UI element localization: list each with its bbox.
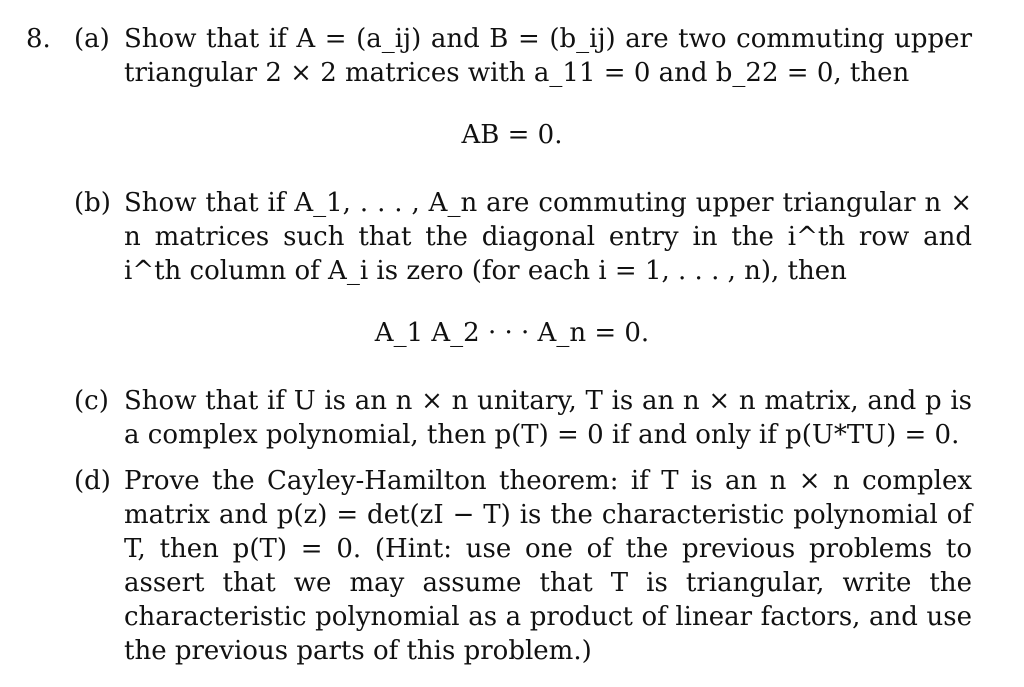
part-d-label: (d) — [74, 466, 111, 496]
part-d-text: Prove the Cayley-Hamilton theorem: if T is an n × n complex matrix and p(z) = det(zI − T) is the characteristic polynomial of T, then p(T) = 0. (Hint: use one of the previous problems to assert that we may assume that T is triangular, write the characteristic polynomial as a product of linear factors, and use the previous parts of this problem.) — [124, 466, 972, 666]
part-a — [74, 22, 972, 90]
part-a-text: Show that if A = (a_ij) and B = (b_ij) are two commuting upper triangular 2 × 2 matrices with a_11 = 0 and b_22 = 0, then — [124, 24, 972, 88]
part-b-label: (b) — [74, 188, 111, 218]
part-b-display-equation: A_1 A_2 · · · A_n = 0. — [374, 318, 650, 348]
part-b — [74, 186, 972, 288]
part-a-label: (a) — [74, 24, 110, 54]
part-c — [74, 384, 972, 452]
part-a-display-equation: AB = 0. — [461, 120, 563, 150]
part-c-text: Show that if U is an n × n unitary, T is an n × n matrix, and p is a complex polynomial, then p(T) = 0 if and only if p(U*TU) = 0. — [124, 386, 972, 450]
part-b-text: Show that if A_1, . . . , A_n are commuting upper triangular n × n matrices such that the diagonal entry in the i^th row and i^th column of A_i is zero (for each i = 1, . . . , n), then — [124, 188, 972, 286]
part-d — [74, 464, 972, 668]
part-c-label: (c) — [74, 386, 109, 416]
problem-number: 8. — [26, 24, 51, 54]
